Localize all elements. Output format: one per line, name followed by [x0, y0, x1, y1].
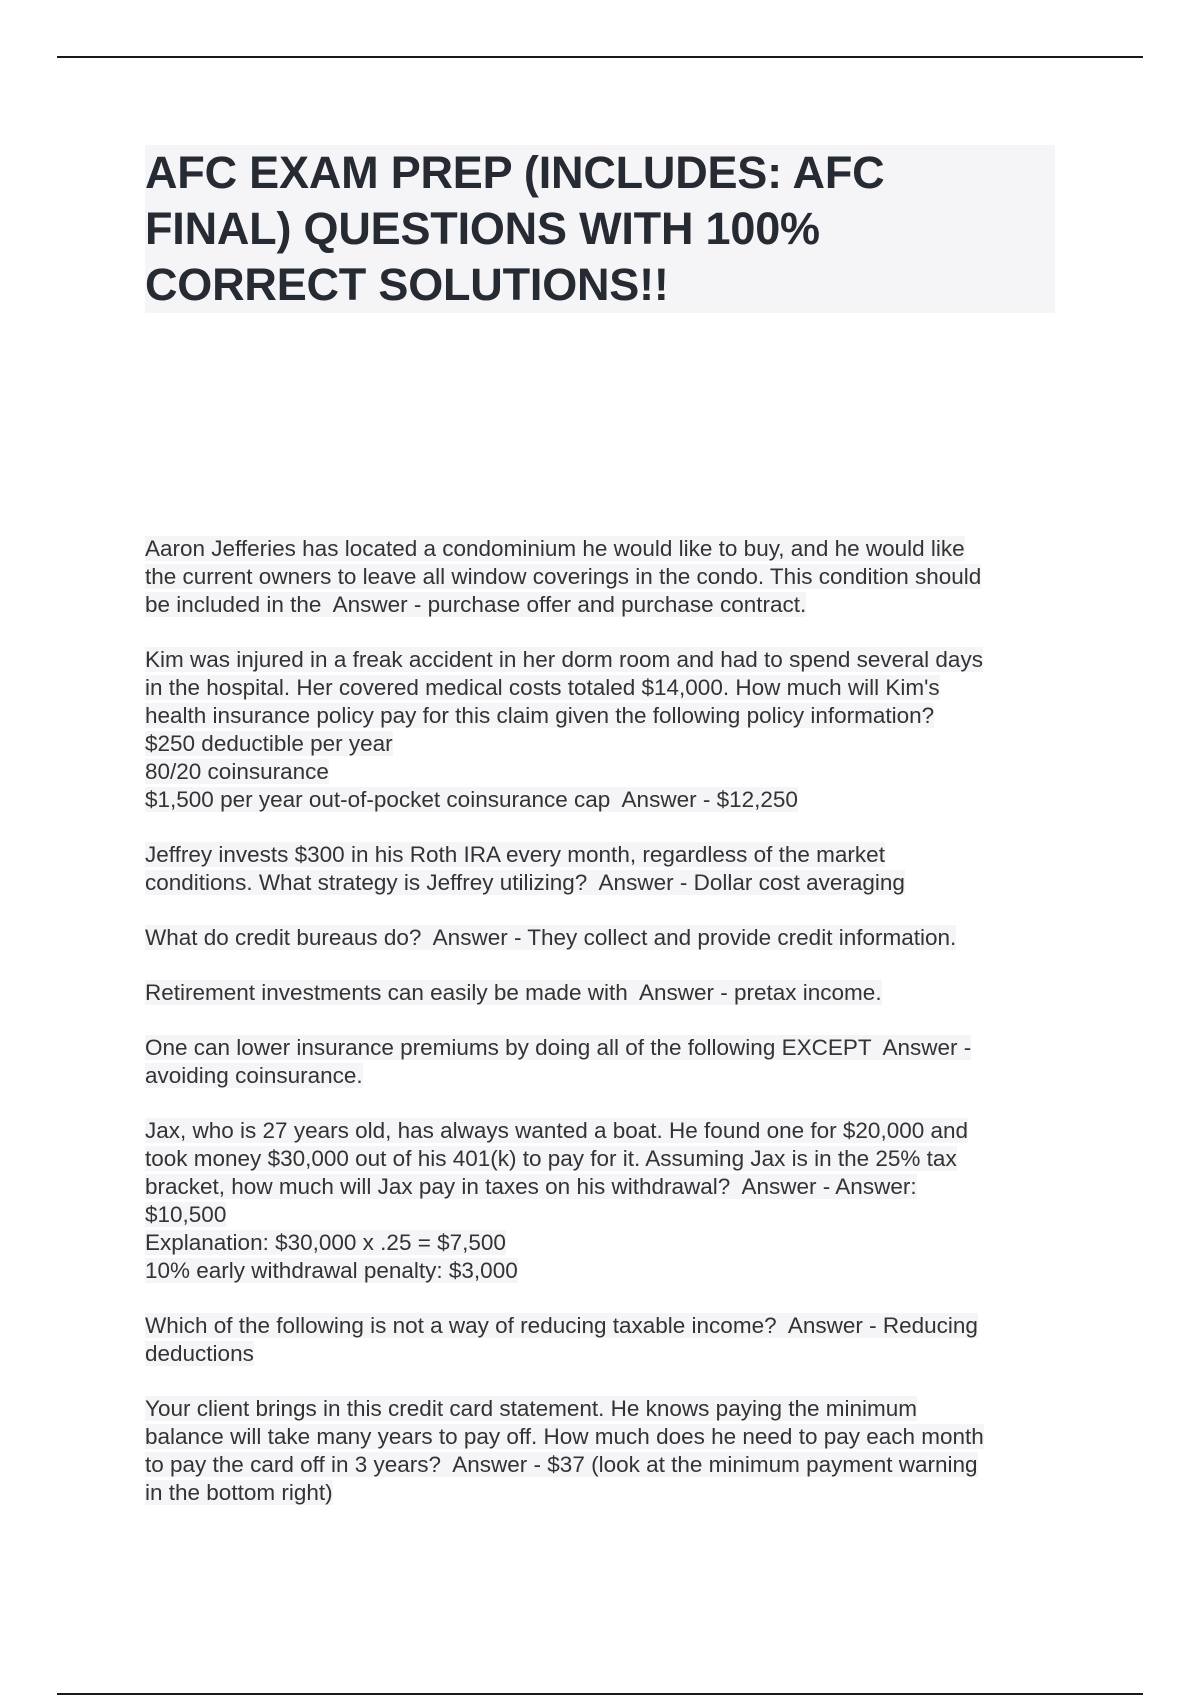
- top-rule: [57, 56, 1143, 58]
- qa-line: in the hospital. Her covered medical costs totaled $14,000. How much will Kim's: [145, 675, 940, 700]
- qa-line: Your client brings in this credit card statement. He knows paying the minimum: [145, 1396, 918, 1421]
- qa-line: Kim was injured in a freak accident in her dorm room and had to spend several days: [145, 647, 983, 672]
- qa-line: conditions. What strategy is Jeffrey utilizing? Answer - Dollar cost averaging: [145, 870, 905, 895]
- qa-list: [145, 535, 1065, 1534]
- qa-item: [145, 1312, 1065, 1368]
- qa-line: What do credit bureaus do? Answer - They collect and provide credit information.: [145, 925, 957, 950]
- qa-item: [145, 1034, 1065, 1090]
- qa-line: in the bottom right): [145, 1480, 333, 1505]
- qa-line: avoiding coinsurance.: [145, 1063, 363, 1088]
- qa-line: Explanation: $30,000 x .25 = $7,500: [145, 1230, 506, 1255]
- qa-item: [145, 841, 1065, 897]
- qa-line: took money $30,000 out of his 401(k) to pay for it. Assuming Jax is in the 25% tax: [145, 1146, 957, 1171]
- qa-item: [145, 1395, 1065, 1507]
- qa-item: [145, 924, 1065, 952]
- qa-line: health insurance policy pay for this claim given the following policy information?: [145, 703, 935, 728]
- qa-line: Jax, who is 27 years old, has always wanted a boat. He found one for $20,000 and: [145, 1118, 969, 1143]
- qa-line: Retirement investments can easily be made with Answer - pretax income.: [145, 980, 882, 1005]
- bottom-rule: [57, 1693, 1143, 1695]
- document-title: [145, 145, 1055, 313]
- qa-line: $10,500: [145, 1202, 227, 1227]
- title-line: FINAL) QUESTIONS WITH 100%: [145, 203, 820, 254]
- qa-line: to pay the card off in 3 years? Answer - $37 (look at the minimum payment warning: [145, 1452, 978, 1477]
- qa-line: the current owners to leave all window coverings in the condo. This condition should: [145, 564, 982, 589]
- qa-item: [145, 535, 1065, 619]
- title-line: AFC EXAM PREP (INCLUDES: AFC: [145, 147, 885, 198]
- qa-line: Which of the following is not a way of reducing taxable income? Answer - Reducing: [145, 1313, 978, 1338]
- qa-item: [145, 979, 1065, 1007]
- qa-line: $1,500 per year out-of-pocket coinsurance cap Answer - $12,250: [145, 787, 798, 812]
- qa-line: bracket, how much will Jax pay in taxes on his withdrawal? Answer - Answer:: [145, 1174, 917, 1199]
- qa-item: [145, 646, 1065, 814]
- qa-line: One can lower insurance premiums by doing all of the following EXCEPT Answer -: [145, 1035, 972, 1060]
- qa-line: $250 deductible per year: [145, 731, 393, 756]
- title-line: CORRECT SOLUTIONS!!: [145, 259, 669, 310]
- qa-line: Jeffrey invests $300 in his Roth IRA every month, regardless of the market: [145, 842, 885, 867]
- qa-line: balance will take many years to pay off. How much does he need to pay each month: [145, 1424, 984, 1449]
- qa-line: 80/20 coinsurance: [145, 759, 329, 784]
- title-block: [145, 145, 1055, 313]
- qa-line: deductions: [145, 1341, 254, 1366]
- qa-item: [145, 1117, 1065, 1285]
- qa-line: Aaron Jefferies has located a condominium he would like to buy, and he would like: [145, 536, 965, 561]
- qa-line: 10% early withdrawal penalty: $3,000: [145, 1258, 518, 1283]
- qa-line: be included in the Answer - purchase offer and purchase contract.: [145, 592, 807, 617]
